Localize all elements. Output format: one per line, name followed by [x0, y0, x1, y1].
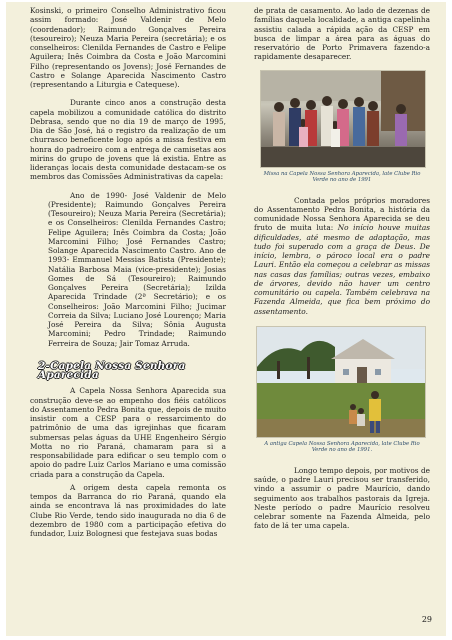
commission-list: Ano de 1990- José Valdenir de Melo (Presidente); Raimundo Gonçalves Pereira (Tesoureiro); Neuza Maria Pereira (Secretária); e os Conselheiros: Clenilda Fernandes Castro; Felipe Aguilera; Inês Coimbra da Costa; João Marcomini Filho; José Fernandes Castro; Solange Aparecida Nascimento Castro. Ano de 1993- Emmanuel Messias Batista (Presidente); Natália Barbosa Maia (vice-presidente); Josias Gomes de Sá (Tesoureiro); Raimundo Gonçalves Pereira (Secretária); Izilda Aparecida Trindade (2ª Secretário); e os Conselheiros: João Marcomini Filho; Jucimar Correia da Silva; Luciano José Lourenço; Maria José Pereira da Silva; Sônia Augusta Marcomini; Pedro Trindade; Raimundo Ferreira de Souza; Jair Tomaz Arruda.	[48, 190, 226, 348]
people-illustration	[261, 71, 426, 167]
section-heading: 2-Capela Nossa Senhora Aparecida	[38, 359, 186, 381]
paragraph-later: Longo tempo depois, por motivos de saúde, o padre Lauri precisou ser transferido, vindo a assumir o padre Maurício, dando seguimento aos trabalhos pastorais da Igreja. Neste período o padre Maurício resolveu celebrar somente na Fazenda Almeida, pelo fato de lá ter uma capela.	[254, 465, 430, 531]
page-number: 29	[421, 615, 432, 624]
history-quote: No início houve muitas dificuldades, até mesmo de adaptação, mas tudo foi superado com a graça de Deus. De início, lembra, o pároco local era o padre Lauri. Então ela começou a celebrar as missas nas casas das famílias; outras vezes, embaixo de árvores, devido não haver um centro comunitário ou capela. Também celebrava na Fazenda Almeida, que fica bem próximo do assentamento.	[254, 223, 430, 316]
photo-old-chapel	[256, 326, 426, 438]
photo-old-chapel-caption: A antiga Capela Nossa Senhora Aparecida, late Clube Rio Verde no ano de 1991.	[264, 440, 420, 454]
intro-paragraph: Kosinski, o primeiro Conselho Administrativo ficou assim formado: José Valdenir de Melo (coordenador); Raimundo Gonçalves Pereira (tesoureiro); Neuza Maria Pereira (secretária); e os conselheiros: Clenilda Fernandes de Castro e Felipe Aguilera; Inês Coimbra da Costa e João Marcomini Filho (representando os Jovens); José Fernandes de Castro e Solange Aparecida Nascimento Castro (representando a Liturgia e Catequese).	[30, 6, 226, 89]
photo-mass	[260, 70, 426, 168]
paragraph-continuation: de prata de casamento. Ao lado de dezenas de famílias daquela localidade, a antiga capelinha assistiu calada a rápida ação da CESP em busca de limpar a área para as águas do reservatório de Porto Primavera fazendo-a rapidamente desaparecer.	[254, 6, 430, 62]
photo-mass-caption: Missa na Capela Nossa Senhora Aparecida, late Clube Rio Verde no ano de 1991	[263, 170, 421, 183]
history-intro: Contada pelos próprios moradores do Assentamento Pedra Bonita, a história da comunidade Nossa Senhora Aparecida se deu fruto de muita luta:	[254, 195, 430, 233]
page	[6, 2, 446, 636]
left-column	[30, 6, 226, 538]
right-column	[254, 6, 430, 531]
chapel-illustration	[257, 327, 426, 437]
paragraph-history	[254, 196, 430, 316]
paragraph-construction: Durante cinco anos a construção desta capela mobilizou a comunidade católica do distrito Debrasa, sendo que no dia 19 de março de 1995, Dia de São José, há o registro da realização de um churrasco beneficente logo após a missa festiva em honra do padroeiro com a entrega de camisetas aos mirins do grupo de jovens que lá existia. Entre as lideranças locais desta comunidade destacam-se os membros das Comissões Administrativas da capela:	[30, 98, 226, 182]
paragraph-origin: A origem desta capela remonta os tempos da Barranca do rio Paraná, quando ela ainda se encontrava lá nas proximidades do late Clube Rio Verde, tendo sido inaugurada no dia 6 de dezembro de 1980 com a participação efetiva do fundador, Luiz Bolognesi que festejava suas bodas	[30, 482, 226, 538]
paragraph-chapel: A Capela Nossa Senhora Aparecida sua construção deve-se ao empenho dos fiéis católicos do Assentamento Pedra Bonita que, depois de muito insistir com a CESP para o ressarcimento do patrimônio de uma das igrejinhas que ficaram submersas pelas águas da UHE Engenheiro Sérgio Motta no rio Paraná, chamaram para si a responsabilidade para edificar o seu templo com o apoio do padre Luiz Carlos Mariano e uma comissão criada para a construção da Capela.	[30, 386, 226, 479]
